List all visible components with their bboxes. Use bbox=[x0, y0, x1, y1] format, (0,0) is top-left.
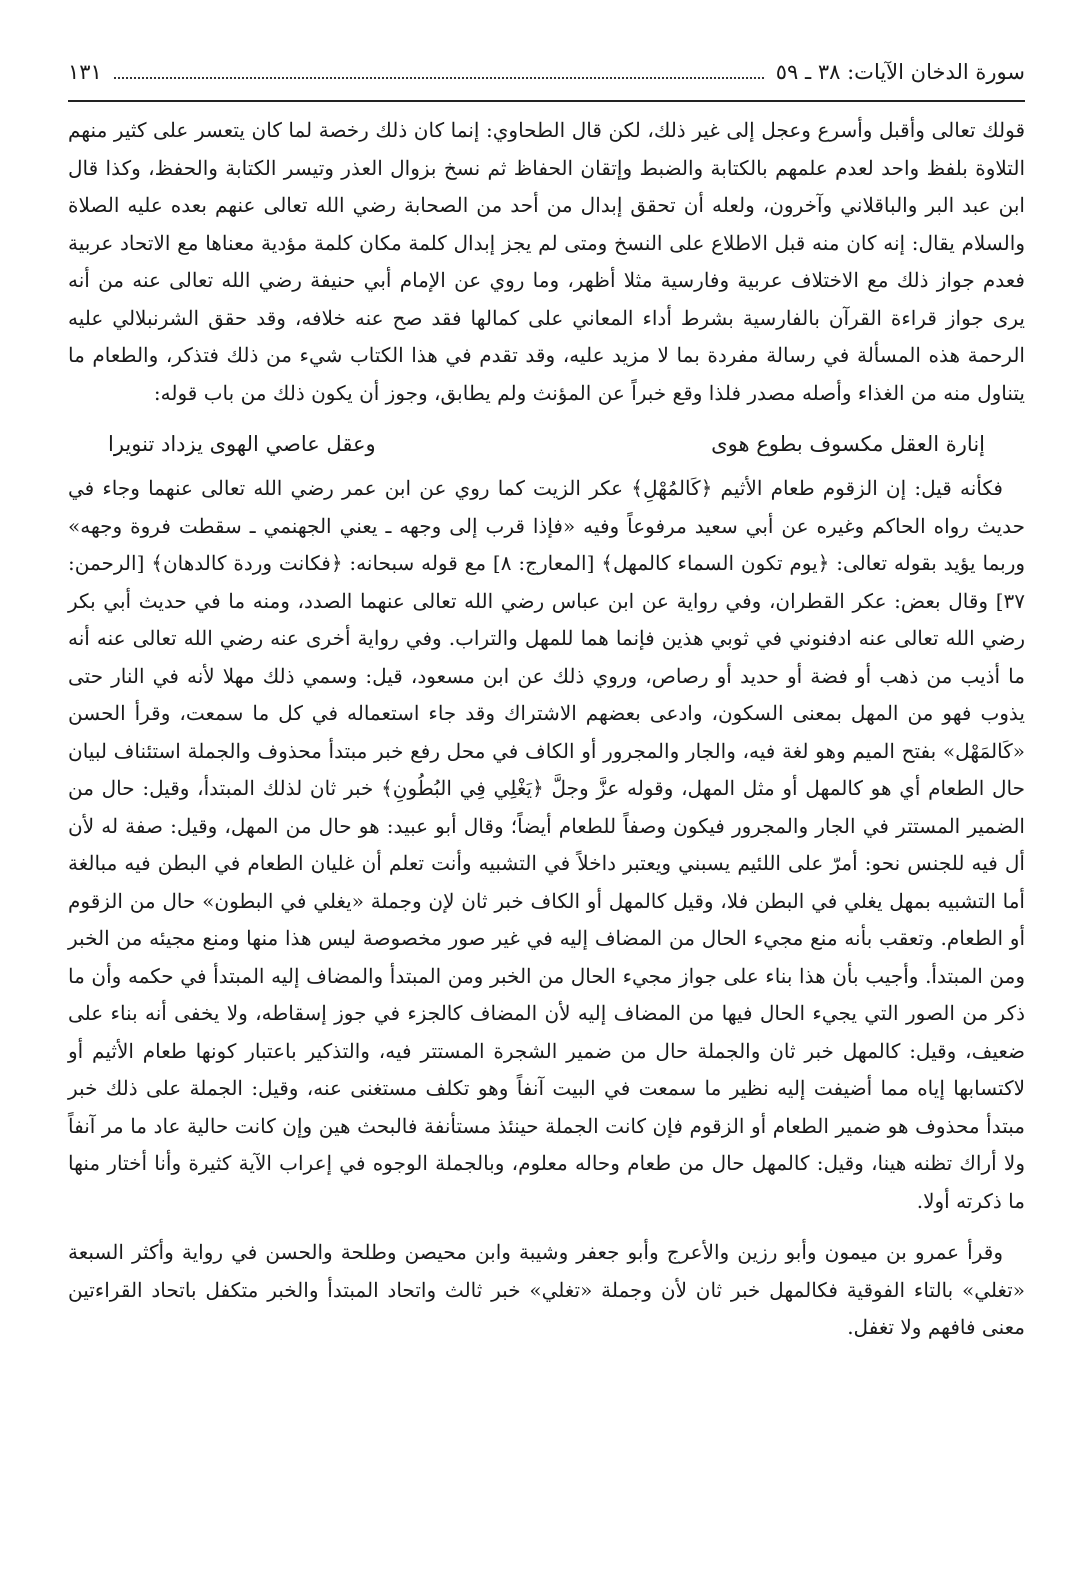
page-header bbox=[68, 60, 1025, 102]
paragraph-1: قولك تعالى وأقبل وأسرع وعجل إلى غير ذلك، لكن قال الطحاوي: إنما كان ذلك رخصة لما كان يتعسر على كثير منهم التلاوة بلفظ واحد لعدم علمهم بالكتابة والضبط وإتقان الحفاظ ثم نسخ بزوال العذر وتيسر الكتابة والحفظ، وكذا قال ابن عبد البر والباقلاني وآخرون، ولعله أن تحقق إبدال من أحد من الصحابة رضي الله تعالى عنهم بعده عليه الصلاة والسلام يقال: إنه كان منه قبل الاطلاع على النسخ ومتى لم يجز إبدال كلمة مكان كلمة مؤدية معناها مع الاتحاد عربية فعدم جواز ذلك مع الاختلاف عربية وفارسية مثلا أظهر، وما روي عن الإمام أبي حنيفة رضي الله تعالى عنه من أنه يرى جواز قراءة القرآن بالفارسية بشرط أداء المعاني على كمالها فقد صح عنه خلافه، وقد حقق الشرنبلالي عليه الرحمة هذه المسألة في رسالة مفردة بما لا مزيد عليه، وقد تقدم في هذا الكتاب شيء من ذلك فتذكر، والطعام ما يتناول منه من الغذاء وأصله مصدر فلذا وقع خبراً عن المؤنث ولم يطابق، وجوز أن يكون ذلك من باب قوله: bbox=[68, 118, 1025, 405]
paragraph-2: فكأنه قيل: إن الزقوم طعام الأثيم ﴿كَالمُهْلِ﴾ عكر الزيت كما روي عن ابن عمر رضي الله تعالى عنهما وجاء في حديث رواه الحاكم وغيره عن أبي سعيد مرفوعاً وفيه «فإذا قرب إلى وجهه ـ يعني الجهنمي ـ سقطت فروة وجهه» وربما يؤيد بقوله تعالى: ﴿يوم تكون السماء كالمهل﴾ [المعارج: ٨] مع قوله سبحانه: ﴿فكانت وردة كالدهان﴾ [الرحمن: ٣٧] وقال بعض: عكر القطران، وفي رواية عن ابن عباس رضي الله تعالى عنهما الصدد، ومنه ما في حديث أبي بكر رضي الله تعالى عنه ادفنوني في ثوبي هذين فإنما هما للمهل والتراب. وفي رواية أخرى عنه رضي الله تعالى عنه أنه ما أذيب من ذهب أو فضة أو حديد أو رصاص، وروي ذلك عن ابن مسعود، قيل: وسمي ذلك مهلا لأنه في النار حتى يذوب فهو من المهل بمعنى السكون، وادعى بعضهم الاشتراك وقد جاء استعماله في كل ما سمعت، وقرأ الحسن «كَالمَهْل» بفتح الميم وهو لغة فيه، والجار والمجرور أو الكاف في محل رفع خبر مبتدأ محذوف والجملة استئناف لبيان حال الطعام أي هو كالمهل أو مثل المهل، وقوله عزَّ وجلَّ ﴿يَغْلِي فِي البُطُونِ﴾ خبر ثان لذلك المبتدأ، وقيل: حال من الضمير المستتر في الجار والمجرور فيكون وصفاً للطعام أيضاً؛ وقال أبو عبيد: هو حال من المهل، وقيل: صفة له لأن أل فيه للجنس نحو: أمرّ على اللئيم يسبني ويعتبر داخلاً في التشبيه وأنت تعلم أن غليان الطعام في البطن فيه مبالغة أما التشبيه بمهل يغلي في البطن فلا، وقيل كالمهل أو الكاف خبر ثان لإن وجملة «يغلي في البطون» حال من الزقوم أو الطعام. وتعقب بأنه منع مجيء الحال من المضاف إليه في غير صور مخصوصة ليس هذا منها ومنع مجيئه من الخبر ومن المبتدأ. وأجيب بأن هذا بناء على جواز مجيء الحال من الخبر ومن المبتدأ والمضاف إليه المبتدأ في حكمه وأن ما ذكر من الصور التي يجيء الحال فيها من المضاف إليه لأن المضاف كالجزء في جوز إسقاطه، ولا يخفى أنه بناء على ضعيف، وقيل: كالمهل خبر ثان والجملة حال من ضمير الشجرة المستتر فيه، والتذكير باعتبار كونها طعام الأثيم أو لاكتسابها إياه مما أضيفت إليه نظير ما سمعت في البيت آنفاً وهو تكلف مستغنى عنه، وقيل: الجملة على ذلك خبر مبتدأ محذوف هو ضمير الطعام أو الزقوم فإن كانت الجملة حينئذ مستأنفة فالبحث هين وإن كانت حالية عاد ما مر آنفاً ولا أراك تظنه هينا، وقيل: كالمهل حال من طعام وحاله معلوم، وبالجملة الوجوه في إعراب الآية كثيرة وأنا أختار منها ما ذكرته أولا. bbox=[68, 476, 1026, 1213]
verse-first-hemistich: إنارة العقل مكسوف بطوع هوى bbox=[711, 432, 985, 456]
header-dotted-leader bbox=[114, 63, 764, 79]
paragraph-gap bbox=[68, 1220, 1025, 1234]
poetry-verse bbox=[108, 424, 985, 464]
paragraph-3: وقرأ عمرو بن ميمون وأبو رزين والأعرج وأبو جعفر وشيبة وابن محيصن وطلحة والحسن في رواية وأكثر السبعة «تغلي» بالتاء الفوقية فكالمهل خبر ثان لأن وجملة «تغلي» خبر ثالث واتحاد المبتدأ والخبر متكفل باتحاد القراءتين معنى فافهم ولا تغفل. bbox=[68, 1240, 1025, 1339]
verse-second-hemistich: وعقل عاصي الهوى يزداد تنويرا bbox=[108, 432, 376, 456]
page-number: ١٣١ bbox=[68, 60, 102, 84]
running-title: سورة الدخان الآيات: ٣٨ ـ ٥٩ bbox=[775, 60, 1025, 84]
